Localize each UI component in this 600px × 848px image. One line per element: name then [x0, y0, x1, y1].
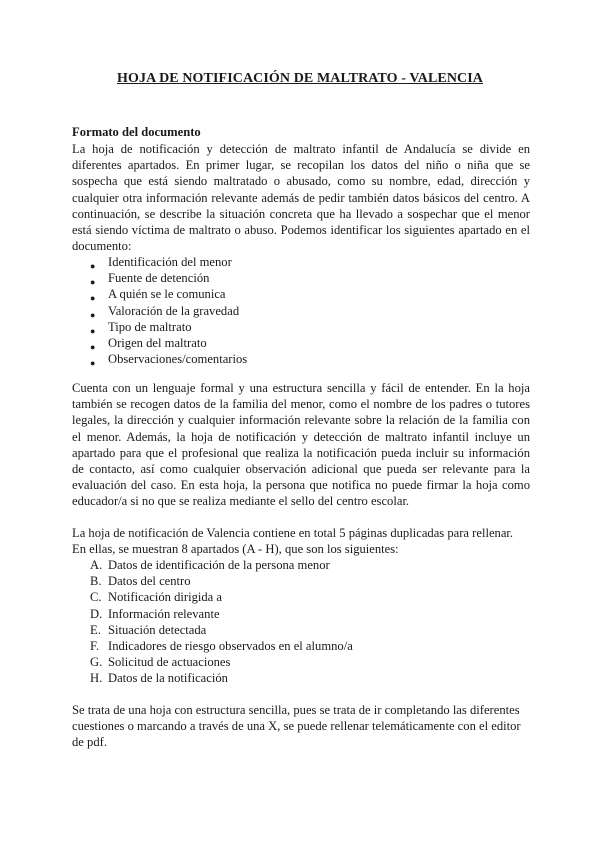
list-item: B. Datos del centro — [90, 574, 191, 589]
paragraph-valencia: La hoja de notificación de Valencia contiene en total 5 páginas duplicadas para rellenar. En ellas, se muestran 8 apartados (A - H), que son los siguientes: — [72, 526, 514, 557]
list-item: ● A quién se le comunica — [108, 286, 247, 302]
document-title: HOJA DE NOTIFICACIÓN DE MALTRATO - VALENCIA — [116, 71, 484, 86]
list-item: D. Información relevante — [90, 606, 220, 621]
list-item: ● Valoración de la gravedad — [108, 303, 247, 319]
bullet-icon: ● — [90, 358, 96, 369]
bullet-icon: ● — [90, 261, 96, 271]
apartados-list — [90, 254, 248, 369]
list-item: C. Notificación dirigida a — [90, 590, 223, 605]
bullet-icon: ● — [90, 325, 96, 336]
list-item: E. Situación detectada — [90, 622, 207, 637]
bullet-icon: ● — [90, 309, 96, 320]
paragraph-lenguaje: Cuenta con un lenguaje formal y una estructura sencilla y fácil de entender. En la hoja también se recogen datos de la familia del menor, como el nombre de los padres o tutores legales, la dirección y cualquier información relevante sobre la relación de la familia con el menor. Además, la hoja de notificación y detección de maltrato infantil incluye un apartado para que el profesional que realiza la notificación pueda incluir su información de contacto, así como cualquier observación adicional que pueda ser relevante para la evaluación del caso. En esta hoja, la persona que notifica no puede firmar la hoja como educador/a si no que se realiza mediante el sello del centro escolar. — [72, 381, 530, 509]
list-item: G. Solicitud de actuaciones — [90, 655, 231, 670]
bullet-icon: ● — [90, 342, 96, 353]
section-heading: Formato del documento — [72, 125, 201, 139]
bullet-icon: ● — [90, 293, 96, 304]
list-item: A. Datos de identificación de la persona menor — [90, 558, 330, 572]
sections-list — [90, 557, 353, 687]
list-item: ● Origen del maltrato — [108, 335, 247, 351]
closing-paragraph: Se trata de una hoja con estructura sencilla, pues se trata de ir completando las diferentes cuestiones o marcando a través de una X, se puede rellenar telemáticamente con el editor de pdf. — [72, 703, 521, 750]
list-item: ● Identificación del menor — [108, 254, 247, 270]
list-item: ● Tipo de maltrato — [108, 319, 247, 335]
bullet-icon: ● — [90, 277, 96, 288]
intro-paragraph: La hoja de notificación y detección de maltrato infantil de Andalucía se divide en diferentes apartados. En primer lugar, se recopilan los datos del niño o niña que se sospecha que está siendo maltratado o abusado, como su nombre, edad, dirección y cualquier otra información relevante además de pedir también datos básicos del centro. A continuación, se describe la situación concreta que ha llevado a sospechar que el menor está siendo víctima de maltrato o abuso. Podemos identificar los siguientes apartado en el documento: — [72, 142, 530, 254]
list-item: ● Observaciones/comentarios — [108, 351, 247, 367]
list-item: ● Fuente de detención — [108, 270, 247, 286]
list-item: H. Datos de la notificación — [90, 671, 228, 686]
list-item: F. Indicadores de riesgo observados en el alumno/a — [90, 639, 353, 654]
